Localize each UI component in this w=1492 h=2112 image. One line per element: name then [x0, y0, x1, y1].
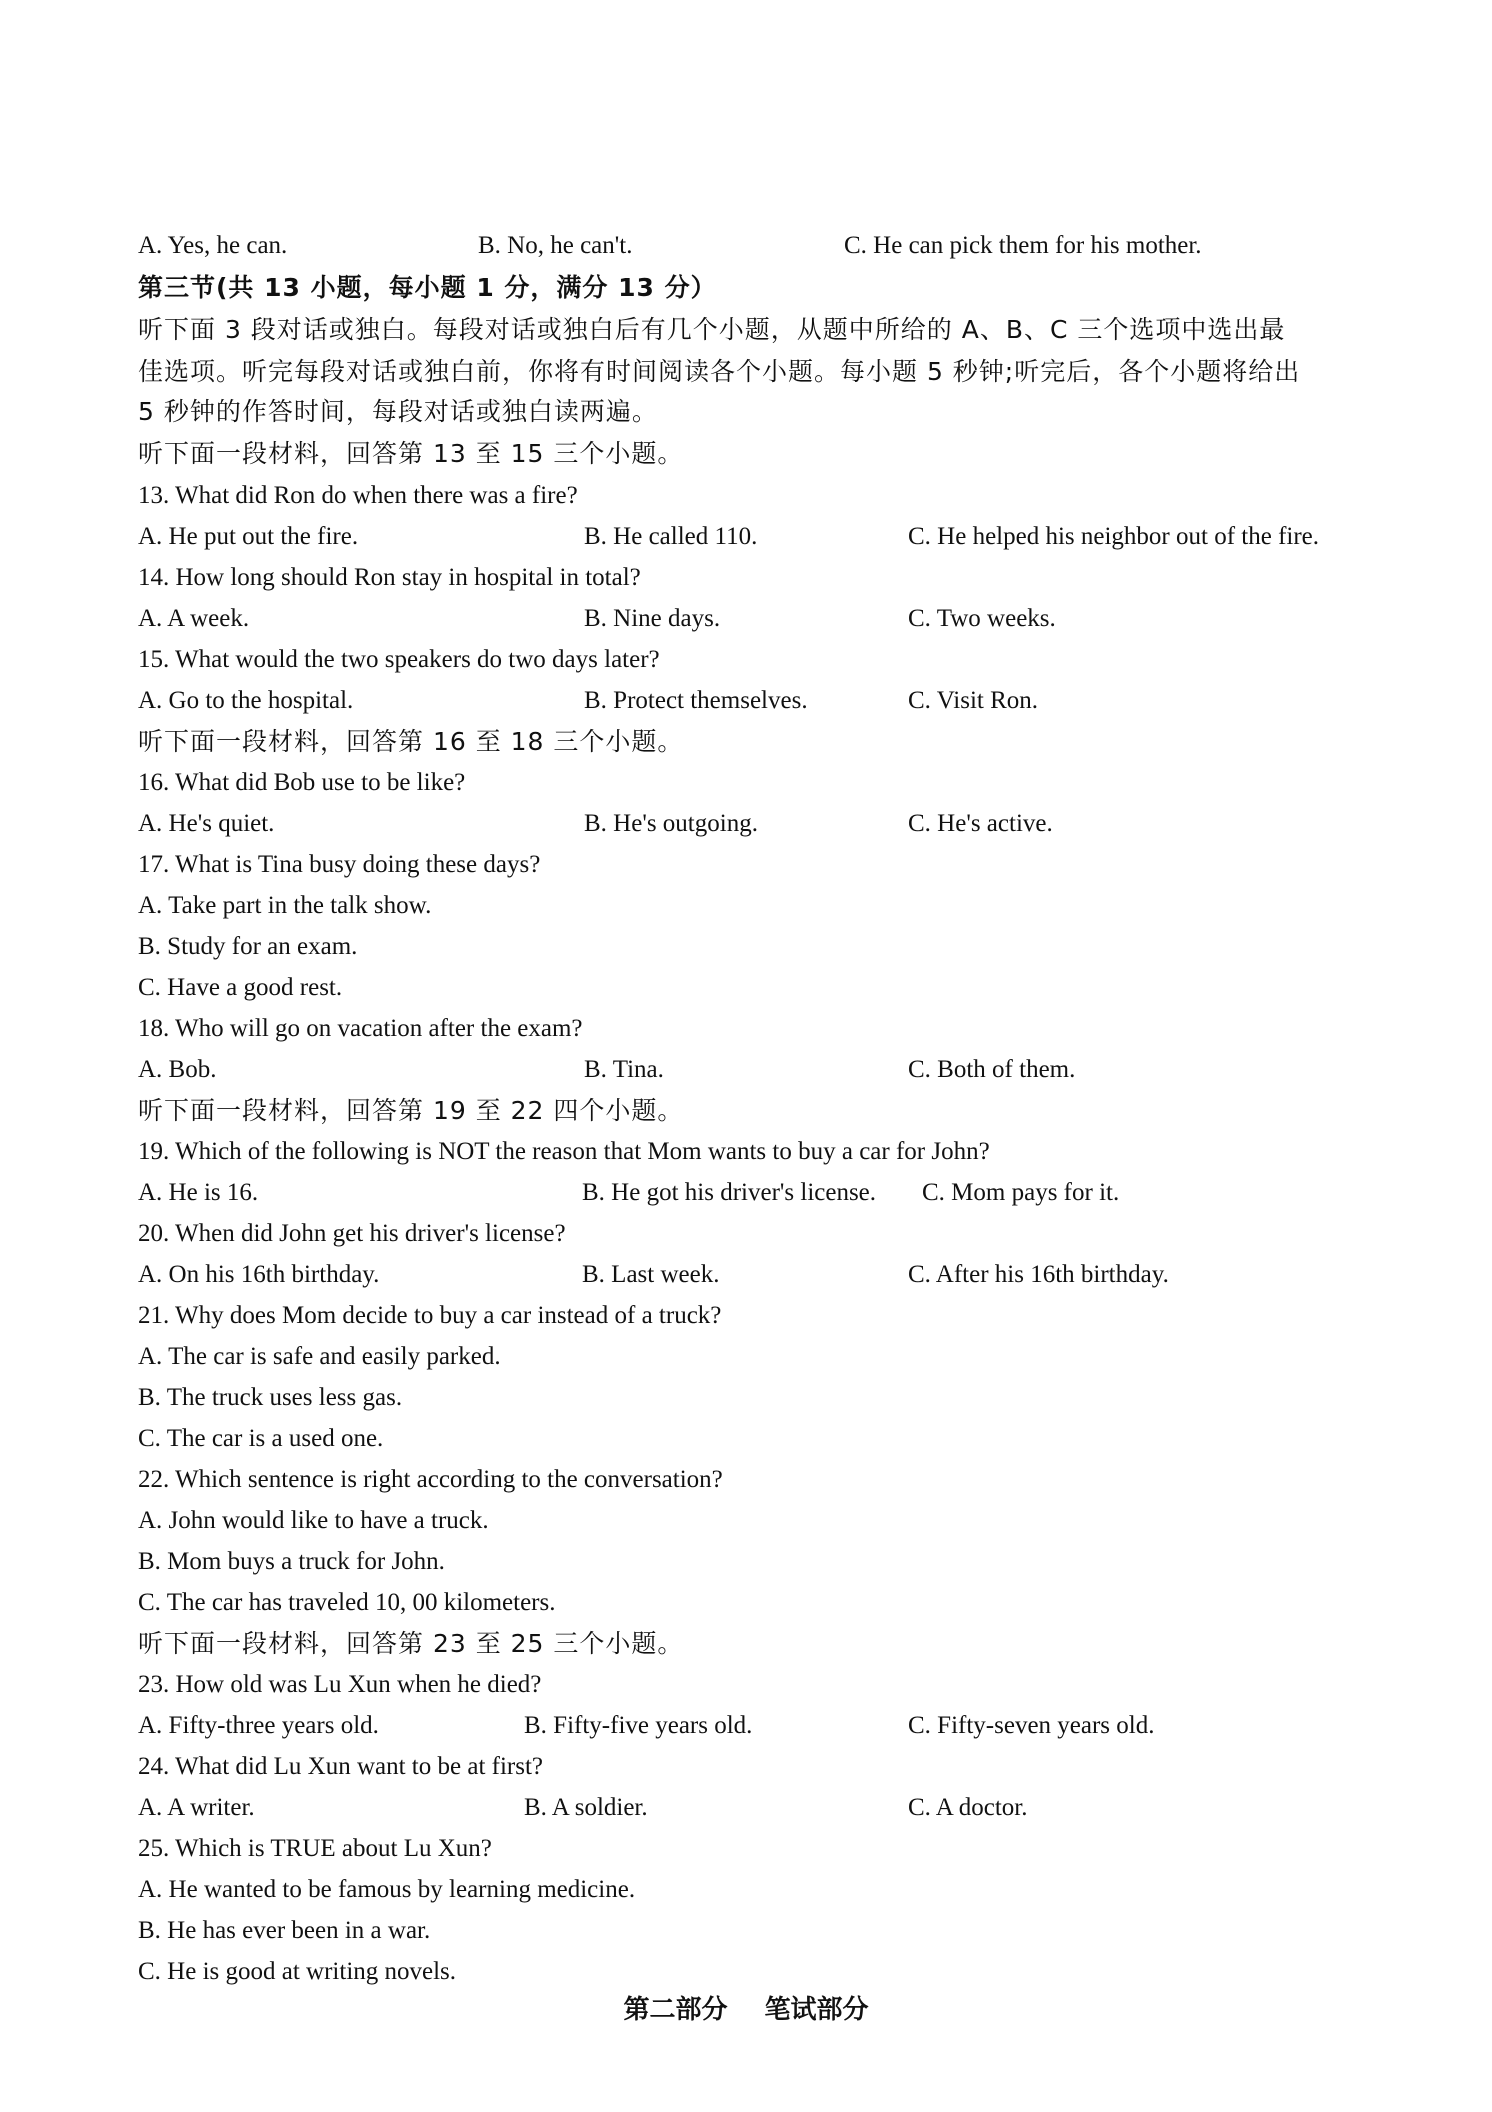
- option-c: C. The car is a used one.: [138, 1425, 384, 1452]
- part-title: 笔试部分: [764, 1995, 869, 2025]
- option-b: B. Nine days.: [584, 605, 721, 632]
- option-c: C. Fifty-seven years old.: [908, 1712, 1155, 1739]
- option-c: C. A doctor.: [908, 1794, 1028, 1821]
- option-c: C. Visit Ron.: [908, 687, 1039, 714]
- option-b: B. He has ever been in a war.: [138, 1917, 431, 1944]
- question-stem: 15. What would the two speakers do two days later?: [138, 646, 660, 673]
- option-c: C. He can pick them for his mother.: [844, 232, 1202, 259]
- option-b: B. He got his driver's license.: [582, 1179, 877, 1206]
- option-c: C. The car has traveled 10, 00 kilometers.: [138, 1589, 556, 1616]
- option-b: B. The truck uses less gas.: [138, 1384, 403, 1411]
- option-a: A. John would like to have a truck.: [138, 1507, 489, 1534]
- question-stem: 14. How long should Ron stay in hospital in total?: [138, 564, 641, 591]
- option-c: C. He helped his neighbor out of the fire.: [908, 523, 1320, 550]
- option-c: C. Both of them.: [908, 1056, 1076, 1083]
- option-b: B. Protect themselves.: [584, 687, 808, 714]
- option-a: A. Take part in the talk show.: [138, 892, 432, 919]
- part-label: 第二部分: [623, 1995, 728, 2025]
- option-b: B. Last week.: [582, 1261, 720, 1288]
- option-b: B. Tina.: [584, 1056, 664, 1083]
- question-stem: 20. When did John get his driver's license?: [138, 1220, 566, 1247]
- question-stem: 21. Why does Mom decide to buy a car instead of a truck?: [138, 1302, 722, 1329]
- instructions-line-2: 佳选项。听完每段对话或独白前，你将有时间阅读各个小题。每小题 5 秒钟;听完后，各个小题将给出: [138, 357, 1301, 386]
- option-a: A. Fifty-three years old.: [138, 1712, 379, 1739]
- option-a: A. Yes, he can.: [138, 232, 288, 259]
- group-intro: 听下面一段材料，回答第 23 至 25 三个小题。: [138, 1629, 684, 1658]
- option-a: A. He wanted to be famous by learning medicine.: [138, 1876, 636, 1903]
- group-intro: 听下面一段材料，回答第 19 至 22 四个小题。: [138, 1096, 684, 1125]
- option-c: C. Mom pays for it.: [922, 1179, 1120, 1206]
- option-c: C. Two weeks.: [908, 605, 1056, 632]
- question-stem: 24. What did Lu Xun want to be at first?: [138, 1753, 544, 1780]
- option-c: C. After his 16th birthday.: [908, 1261, 1169, 1288]
- option-b: B. No, he can't.: [478, 232, 633, 259]
- option-c: C. Have a good rest.: [138, 974, 343, 1001]
- option-a: A. A week.: [138, 605, 250, 632]
- instructions-line-3: 5 秒钟的作答时间，每段对话或独白读两遍。: [138, 397, 658, 426]
- question-stem: 17. What is Tina busy doing these days?: [138, 851, 541, 878]
- option-a: A. On his 16th birthday.: [138, 1261, 380, 1288]
- part-heading: [0, 1990, 1492, 2030]
- question-stem: 13. What did Ron do when there was a fire?: [138, 482, 578, 509]
- option-a: A. He's quiet.: [138, 810, 275, 837]
- option-c: C. He is good at writing novels.: [138, 1958, 457, 1985]
- instructions-line-1: 听下面 3 段对话或独白。每段对话或独白后有几个小题，从题中所给的 A、B、C 三个选项中选出最: [138, 315, 1286, 344]
- option-b: B. Study for an exam.: [138, 933, 358, 960]
- option-a: A. A writer.: [138, 1794, 255, 1821]
- option-b: B. He's outgoing.: [584, 810, 758, 837]
- option-b: B. Mom buys a truck for John.: [138, 1548, 445, 1575]
- option-b: B. A soldier.: [524, 1794, 648, 1821]
- question-stem: 22. Which sentence is right according to the conversation?: [138, 1466, 723, 1493]
- option-a: A. He put out the fire.: [138, 523, 359, 550]
- section-heading: 第三节(共 13 小题，每小题 1 分，满分 13 分）: [138, 273, 717, 302]
- option-a: A. The car is safe and easily parked.: [138, 1343, 501, 1370]
- group-intro: 听下面一段材料，回答第 16 至 18 三个小题。: [138, 727, 684, 756]
- option-b: B. He called 110.: [584, 523, 758, 550]
- question-stem: 23. How old was Lu Xun when he died?: [138, 1671, 542, 1698]
- group-intro: 听下面一段材料，回答第 13 至 15 三个小题。: [138, 439, 684, 468]
- option-a: A. Bob.: [138, 1056, 217, 1083]
- option-a: A. He is 16.: [138, 1179, 259, 1206]
- option-a: A. Go to the hospital.: [138, 687, 354, 714]
- question-stem: 25. Which is TRUE about Lu Xun?: [138, 1835, 492, 1862]
- question-stem: 16. What did Bob use to be like?: [138, 769, 466, 796]
- question-stem: 18. Who will go on vacation after the exam?: [138, 1015, 583, 1042]
- option-c: C. He's active.: [908, 810, 1053, 837]
- question-stem: 19. Which of the following is NOT the reason that Mom wants to buy a car for John?: [138, 1138, 990, 1165]
- option-b: B. Fifty-five years old.: [524, 1712, 753, 1739]
